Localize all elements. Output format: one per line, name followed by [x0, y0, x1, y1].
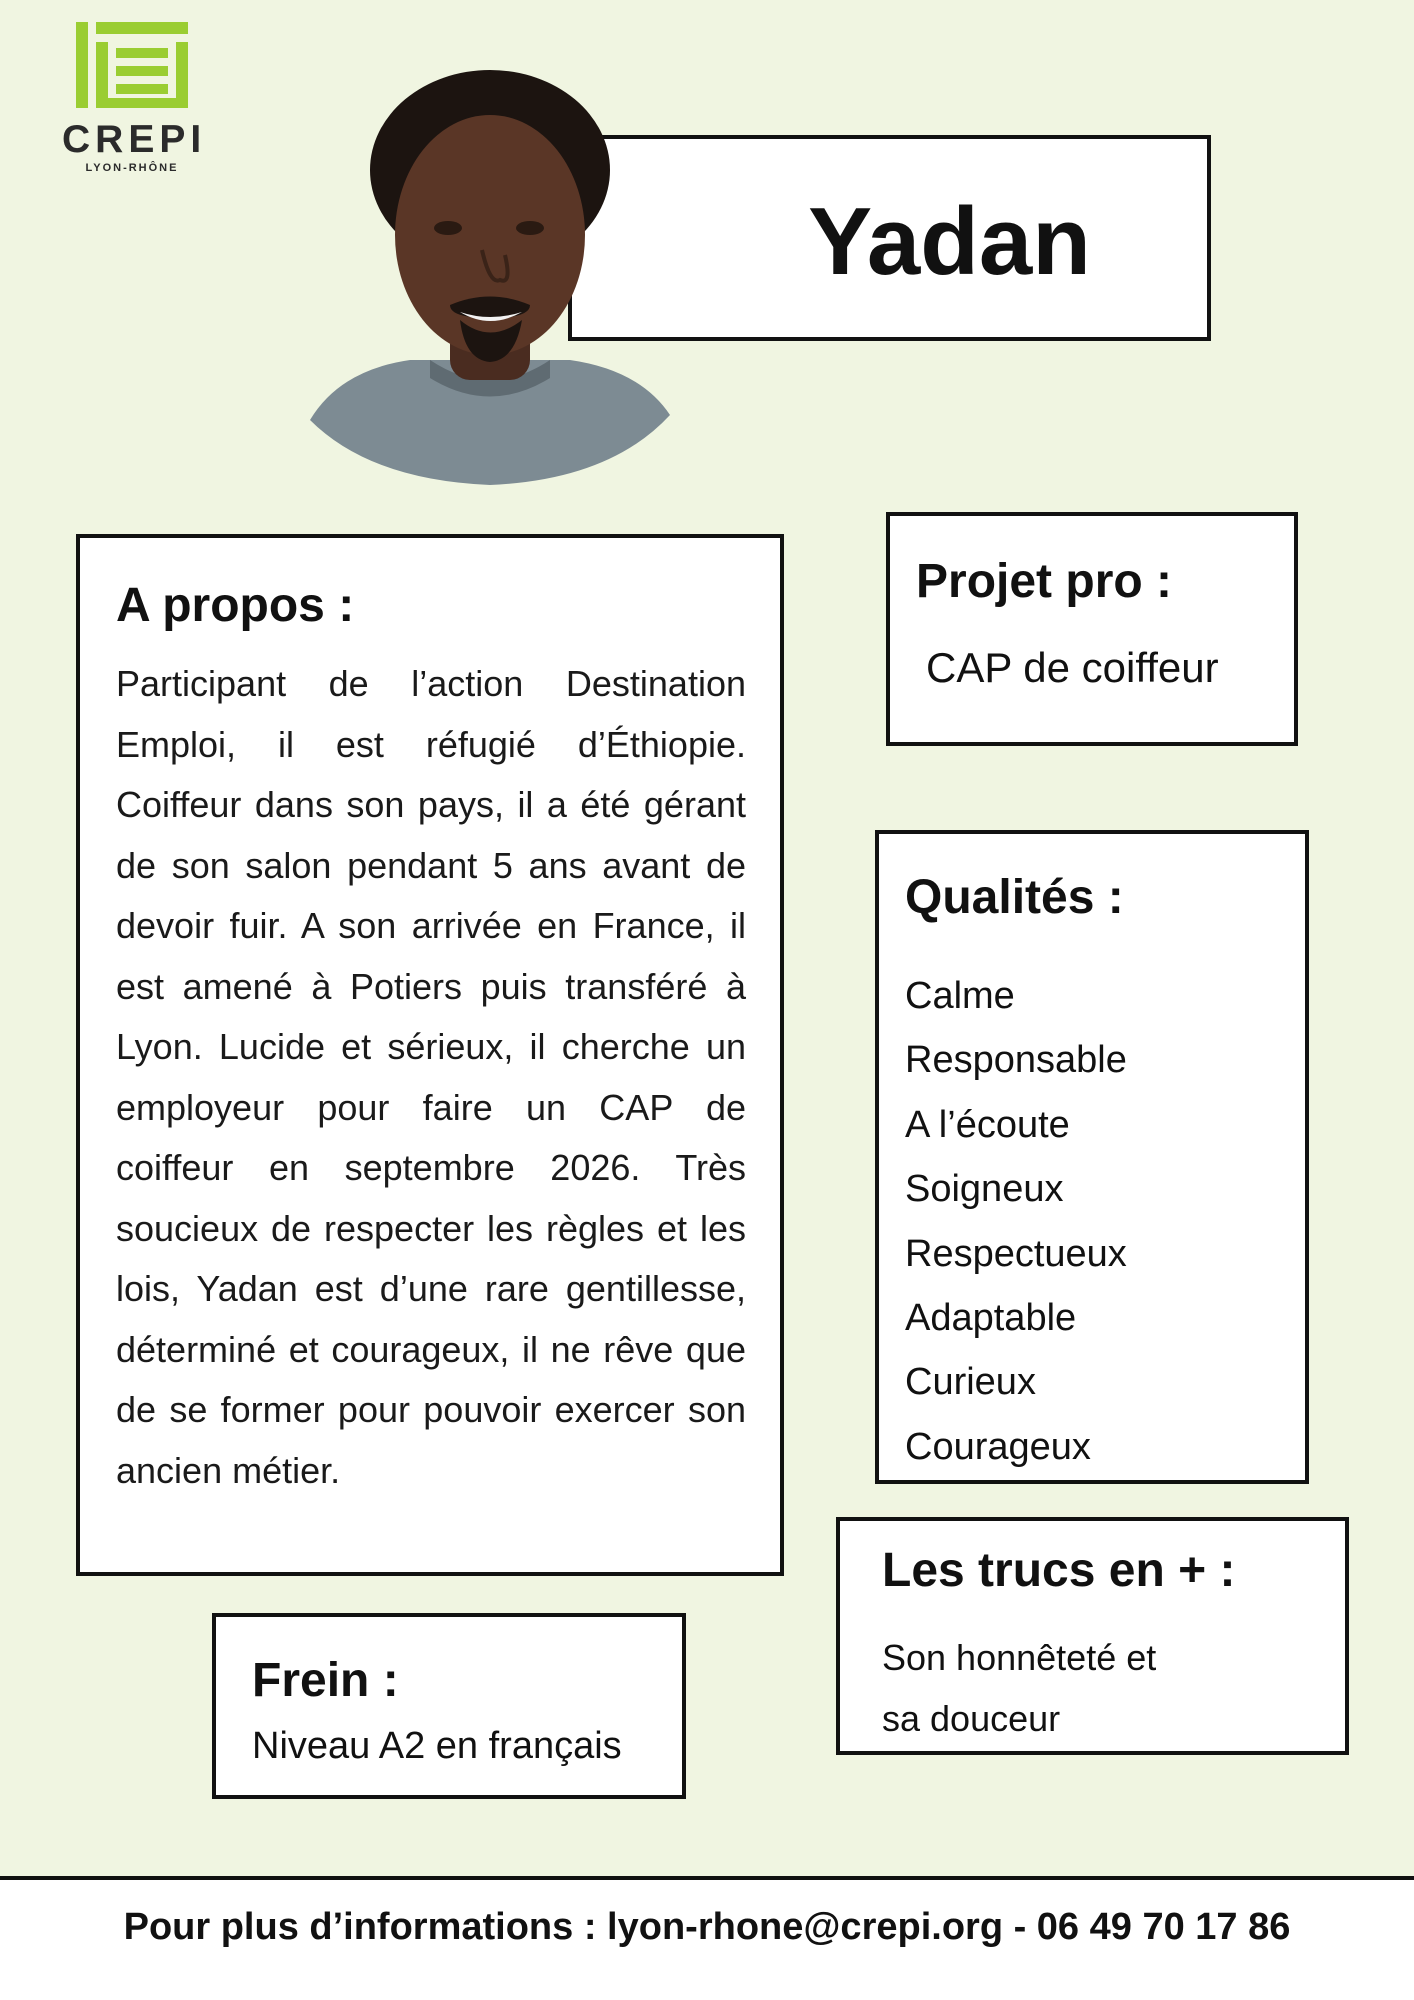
trucs-line-1: Son honnêteté et	[882, 1637, 1157, 1678]
trucs-section	[836, 1517, 1349, 1755]
frein-section	[212, 1613, 686, 1799]
trucs-line-2: sa douceur	[882, 1698, 1061, 1739]
list-item: Responsable	[905, 1039, 1127, 1082]
candidate-photo	[300, 60, 680, 490]
trucs-text	[882, 1627, 1156, 1749]
about-paragraph: Participant de l’action Destination Emploi, il est réfugié d’Éthiopie. Coiffeur dans son pays, il a été gérant de son salon pendant 5 ans avant de devoir fuir. A son arrivée en France, il est amené à Potiers puis transféré à Lyon. Lucide et sérieux, il cherche un employeur pour faire un CAP de coiffeur en septembre 2026. Très soucieux de respecter les règles et les lois, Yadan est d’une rare gentillesse, déterminé et courageux, il ne rêve que de se former pour pouvoir exercer son ancien métier.	[116, 663, 746, 1491]
projet-pro-text: CAP de coiffeur	[926, 644, 1219, 691]
qualites-heading: Qualités :	[905, 871, 1124, 924]
crepi-logo-icon	[62, 18, 202, 118]
list-item: Soigneux	[905, 1168, 1064, 1211]
projet-pro-section	[886, 512, 1298, 746]
crepi-logo	[62, 18, 207, 178]
footer-contact: Pour plus d’informations : lyon-rhone@crepi.org - 06 49 70 17 86	[123, 1906, 1291, 1948]
frein-heading: Frein :	[252, 1654, 399, 1707]
list-item: A l’écoute	[905, 1103, 1070, 1146]
list-item: Respectueux	[905, 1232, 1127, 1275]
logo-subtitle: LYON-RHÔNE	[85, 162, 179, 174]
list-item: Adaptable	[905, 1296, 1077, 1339]
list-item: Curieux	[905, 1361, 1036, 1404]
candidate-name: Yadan	[808, 188, 1091, 295]
about-heading: A propos :	[116, 579, 355, 632]
about-section	[76, 534, 784, 1576]
trucs-heading: Les trucs en + :	[882, 1544, 1236, 1597]
qualites-list	[905, 964, 1127, 1479]
frein-text: Niveau A2 en français	[252, 1725, 622, 1767]
list-item: Calme	[905, 975, 1015, 1017]
list-item: Courageux	[905, 1425, 1091, 1468]
logo-wordmark: CREPI	[62, 118, 207, 161]
qualites-section	[875, 830, 1309, 1484]
projet-pro-heading: Projet pro :	[916, 555, 1173, 608]
